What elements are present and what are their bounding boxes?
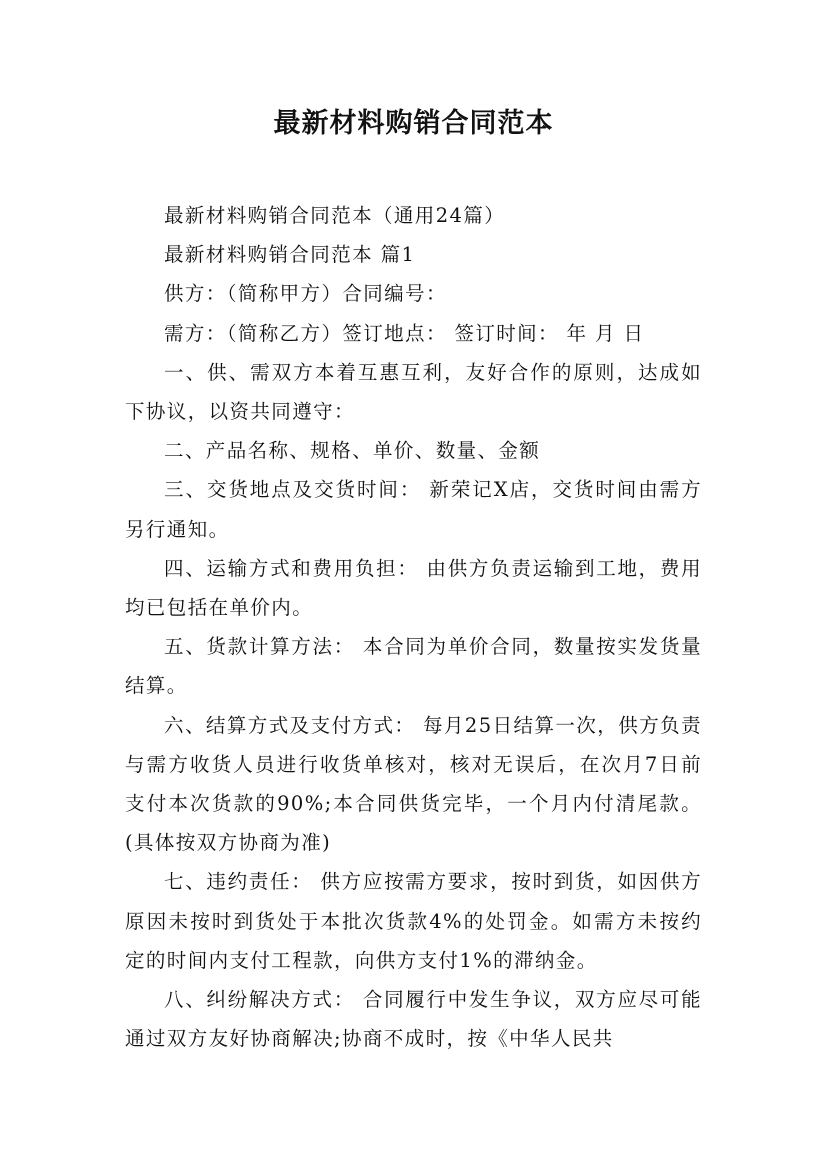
clause-6: 六、结算方式及支付方式： 每月25日结算一次，供方负责与需方收货人员进行收货单核对，核对无误后，在次月7日前支付本次货款的90%;本合同供货完毕，一个月内付清尾款。(具体按双方协商为准) [125, 713, 702, 855]
paragraph-buyer: 需方：（简称乙方）签订地点： 签订时间： 年 月 日 [164, 321, 645, 345]
clause-1: 一、供、需双方本着互惠互利，友好合作的原则，达成如下协议，以资共同遵守： [125, 360, 702, 424]
document-body [125, 196, 702, 1058]
clause-4: 四、运输方式和费用负担： 由供方负责运输到工地，费用均已包括在单价内。 [125, 556, 702, 620]
clause-5: 五、货款计算方法： 本合同为单价合同，数量按实发货量结算。 [125, 635, 702, 698]
paragraph-supplier: 供方：（简称甲方）合同编号： [164, 282, 447, 306]
clause-3: 三、交货地点及交货时间： 新荣记X店，交货时间由需方另行通知。 [125, 478, 702, 541]
clause-8: 八、纠纷解决方式： 合同履行中发生争议，双方应尽可能通过双方友好协商解决;协商不成时，按《中华人民共 [125, 988, 702, 1051]
paragraph-heading: 最新材料购销合同范本 篇1 [164, 243, 416, 267]
clause-7: 七、违约责任： 供方应按需方要求，按时到货，如因供方原因未按时到货处于本批次货款4%的处罚金。如需方未按约定的时间内支付工程款，向供方支付1%的滞纳金。 [125, 870, 702, 972]
paragraph-intro: 最新材料购销合同范本（通用24篇） [164, 204, 506, 227]
clause-2: 二、产品名称、规格、单价、数量、金额 [164, 439, 541, 463]
document-title: 最新材料购销合同范本 [273, 108, 554, 139]
